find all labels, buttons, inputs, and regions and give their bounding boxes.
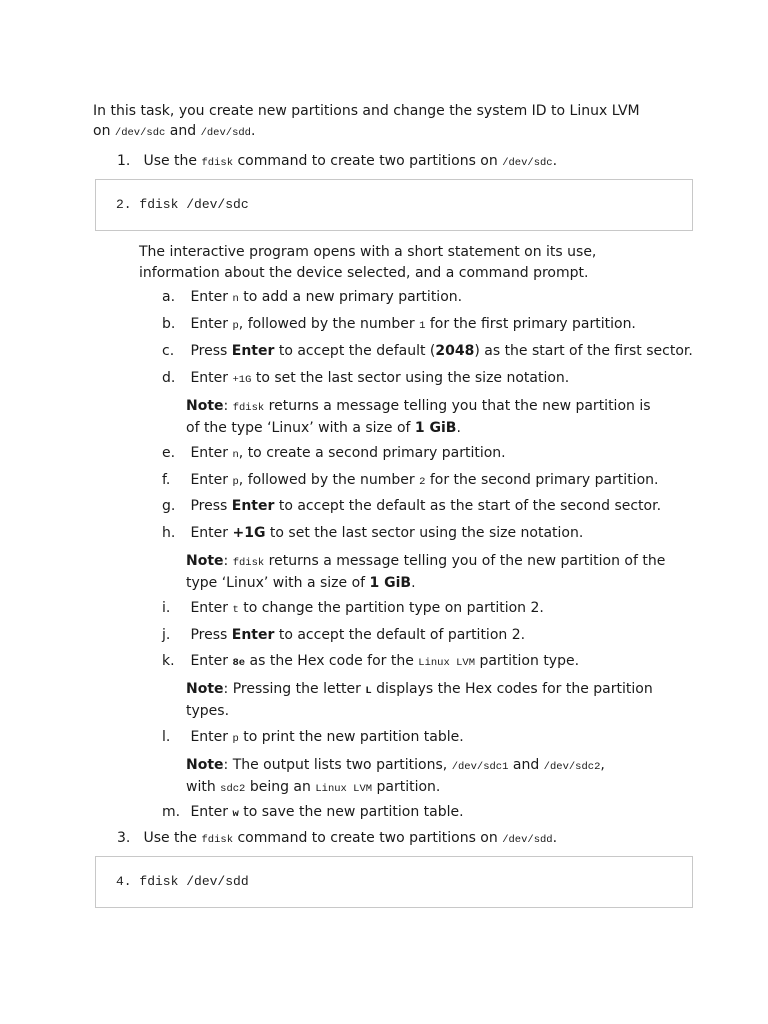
note-l — [186, 755, 666, 799]
note-label: Note — [186, 553, 224, 569]
size-notation: +1G — [232, 525, 266, 541]
command-inline: fdisk — [201, 834, 234, 846]
intro-paragraph — [93, 101, 640, 143]
code-inline: 2 — [419, 476, 426, 488]
code-inline: sdc2 — [220, 783, 246, 795]
intro-and: and — [169, 123, 197, 139]
note-text: displays the Hex codes for the partition types. — [186, 681, 653, 719]
step-number: 3. — [117, 830, 131, 846]
substep-m — [162, 804, 464, 820]
code-line: 4. fdisk /dev/sdd — [116, 874, 249, 889]
note-text: with — [186, 779, 216, 795]
substep-text: Press — [190, 498, 228, 514]
key-name: Enter — [231, 498, 275, 514]
code-inline: fdisk — [232, 402, 265, 414]
code-inline: fdisk — [232, 557, 265, 569]
substep-e — [162, 445, 506, 461]
substep-text: as the Hex code for the — [249, 653, 414, 669]
substep-letter: c. — [162, 343, 175, 359]
step-text: Use the — [143, 153, 198, 169]
substep-letter: j. — [162, 627, 171, 643]
substep-text: Enter — [190, 804, 229, 820]
code-inline: w — [232, 808, 239, 820]
note-text: , — [600, 757, 605, 773]
substep-text: Enter — [190, 445, 229, 461]
note-label: Note — [186, 757, 224, 773]
substep-text: Enter — [190, 653, 229, 669]
step-1 — [117, 153, 557, 169]
code-inline: /dev/sdc1 — [451, 761, 509, 773]
substep-text: to set the last sector using the size notation. — [255, 370, 570, 386]
substep-letter: m. — [162, 804, 181, 820]
code-inline: 8e — [232, 657, 246, 669]
substep-l — [162, 729, 464, 745]
substep-letter: b. — [162, 316, 176, 332]
substep-text: to accept the default of partition 2. — [278, 627, 526, 643]
step-text: . — [552, 153, 558, 169]
code-inline: n — [232, 449, 239, 461]
note-d — [186, 396, 666, 438]
substep-d — [162, 370, 569, 386]
code-inline: p — [232, 320, 239, 332]
substep-letter: l. — [162, 729, 171, 745]
step-text: command to create two partitions on — [237, 153, 498, 169]
substep-letter: i. — [162, 600, 171, 616]
substep-h — [162, 525, 583, 541]
code-block — [95, 179, 693, 231]
code-inline: +1G — [232, 374, 252, 386]
substep-letter: g. — [162, 498, 176, 514]
substep-f — [162, 472, 658, 488]
size-value: 1 GiB — [414, 420, 457, 436]
step-text: Use the — [143, 830, 198, 846]
substep-text: Enter — [190, 316, 229, 332]
note-text: being an — [249, 779, 311, 795]
substep-text: Press — [190, 343, 228, 359]
code-inline: Linux LVM — [418, 657, 475, 669]
substep-text: to add a new primary partition. — [243, 289, 463, 305]
interactive-paragraph: The interactive program opens with a short statement on its use, information about the device selected, and a command prompt. — [139, 244, 597, 281]
substep-text: , followed by the number — [238, 316, 415, 332]
substep-text: for the first primary partition. — [429, 316, 636, 332]
key-name: Enter — [231, 343, 275, 359]
device-inline: /dev/sdc — [502, 157, 553, 169]
substep-text: Enter — [190, 289, 229, 305]
size-value: 1 GiB — [369, 575, 412, 591]
key-name: Enter — [231, 627, 275, 643]
substep-text: for the second primary partition. — [429, 472, 659, 488]
substep-text: Enter — [190, 600, 229, 616]
intro-on: on — [93, 123, 111, 139]
substep-text: , followed by the number — [238, 472, 415, 488]
code-inline: p — [232, 733, 239, 745]
substep-text: to print the new partition table. — [243, 729, 464, 745]
note-text: : Pressing the letter — [223, 681, 361, 697]
note-text: : — [223, 553, 229, 569]
substep-text: partition type. — [479, 653, 580, 669]
substep-letter: k. — [162, 653, 175, 669]
code-inline: Linux LVM — [315, 783, 373, 795]
substep-text: Enter — [190, 370, 229, 386]
step-text: command to create two partitions on — [237, 830, 498, 846]
code-inline: n — [232, 293, 239, 305]
note-text: : — [223, 398, 229, 414]
substep-letter: a. — [162, 289, 176, 305]
command-inline: fdisk — [201, 157, 234, 169]
substep-text: ) as the start of the first sector. — [474, 343, 693, 359]
substep-text: to set the last sector using the size notation. — [269, 525, 584, 541]
intro-period: . — [251, 123, 256, 139]
substep-text: Press — [190, 627, 228, 643]
substep-j — [162, 627, 525, 643]
note-text: . — [411, 575, 416, 591]
note-text: : The output lists two partitions, — [223, 757, 448, 773]
substep-a — [162, 289, 462, 305]
substep-text: Enter — [190, 729, 229, 745]
substep-text: to save the new partition table. — [243, 804, 464, 820]
step-number: 1. — [117, 153, 131, 169]
substep-text: to accept the default ( — [278, 343, 436, 359]
note-text: returns a message telling you of the new partition of the type ‘Linux’ with a size of — [186, 553, 666, 591]
substep-i — [162, 600, 544, 616]
intro-line: In this task, you create new partitions and change the system ID to Linux LVM — [93, 103, 640, 119]
note-h — [186, 551, 666, 593]
code-inline: p — [232, 476, 239, 488]
note-k — [186, 679, 666, 721]
substep-text: to change the partition type on partition 2. — [243, 600, 544, 616]
substep-k — [162, 653, 579, 669]
device-inline: /dev/sdd — [502, 834, 553, 846]
device-sdc: /dev/sdc — [114, 127, 166, 139]
substep-letter: d. — [162, 370, 176, 386]
substep-g — [162, 498, 661, 514]
default-value: 2048 — [435, 343, 475, 359]
code-line: 2. fdisk /dev/sdc — [116, 197, 249, 212]
substep-text: Enter — [190, 525, 229, 541]
step-text: . — [552, 830, 558, 846]
substep-b — [162, 316, 636, 332]
code-inline: L — [365, 685, 372, 697]
substep-letter: e. — [162, 445, 176, 461]
note-label: Note — [186, 681, 224, 697]
substep-text: , to create a second primary partition. — [238, 445, 506, 461]
note-text: partition. — [376, 779, 441, 795]
device-sdd: /dev/sdd — [200, 127, 251, 139]
note-text: and — [512, 757, 540, 773]
note-text: . — [456, 420, 461, 436]
substep-text: to accept the default as the start of the second sector. — [278, 498, 662, 514]
code-inline: 1 — [419, 320, 426, 332]
substep-text: Enter — [190, 472, 229, 488]
substep-letter: h. — [162, 525, 176, 541]
note-text: returns a message telling you that the new partition is of the type ‘Linux’ with a size of — [186, 398, 651, 436]
substep-letter: f. — [162, 472, 171, 488]
substep-c — [162, 343, 693, 359]
note-label: Note — [186, 398, 224, 414]
step-3 — [117, 830, 557, 846]
code-inline: /dev/sdc2 — [543, 761, 601, 773]
code-inline: t — [232, 604, 239, 616]
code-block — [95, 856, 693, 908]
